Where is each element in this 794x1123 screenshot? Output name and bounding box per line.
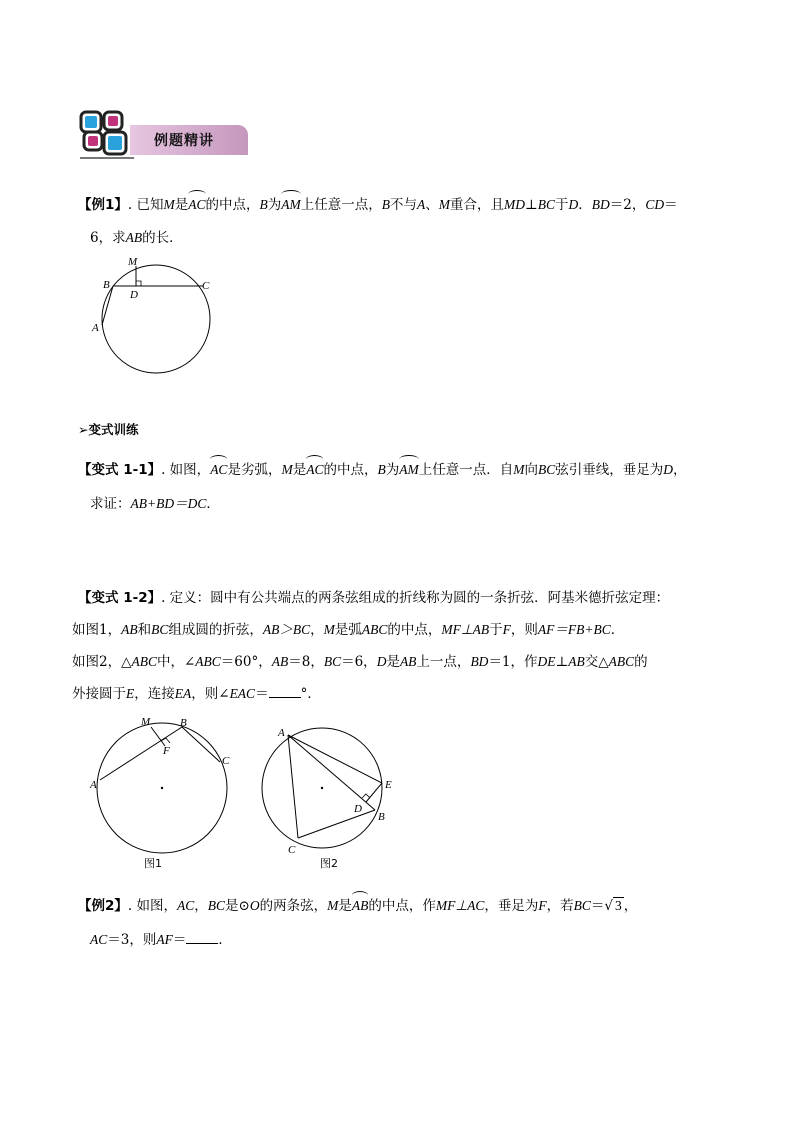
example1-line2: 6，求AB的长．	[90, 230, 183, 246]
fig2b-label-e: E	[385, 779, 392, 791]
fig1-label-m: M	[128, 256, 138, 268]
answer-blank-2[interactable]	[186, 931, 218, 944]
variant12-line1: 【变式 1-2】. 定义：圆中有公共端点的两条弦组成的折线称为圆的一条折弦．阿基米德折弦定理：	[78, 590, 670, 606]
fig2a-label-b: B	[180, 717, 187, 729]
fig2b-caption: 图2	[320, 857, 338, 870]
variant12-figure2	[258, 720, 408, 872]
answer-blank[interactable]	[269, 685, 301, 698]
variant12-line2: 如图1，AB和BC组成圆的折弦，AB＞BC，M是弧ABC的中点，MF⊥AB于F，则AF＝FB+BC．	[72, 622, 625, 638]
fig2a-label-c: C	[222, 755, 230, 767]
fig2a-label-f: F	[163, 745, 170, 757]
arc-ab: AB	[352, 893, 369, 916]
fig1-label-a: A	[92, 322, 99, 334]
example1-line1: 【例1】. 已知M是AC的中点，B为AM上任意一点，B不与A、M重合，且MD⊥BC于D．BD＝2，CD＝	[78, 192, 678, 215]
fig2b-label-d: D	[354, 803, 362, 815]
section-title: 例题精讲	[154, 133, 214, 149]
variant11-line2: 求证：AB+BD＝DC．	[90, 496, 220, 512]
fig2b-label-a: A	[278, 727, 285, 739]
variant12-line4: 外接圆于E，连接EA，则∠EAC＝ °．	[72, 686, 321, 702]
fig2a-label-m: M	[141, 716, 151, 728]
fig2a-label-a: A	[90, 779, 97, 791]
example2-line1: 【例2】. 如图，AC，BC是⊙O的两条弦，M是AB的中点，作MF⊥AC，垂足为F，若BC＝√ 3 ，	[78, 893, 637, 916]
arc-am: AM	[281, 192, 301, 215]
variant12-line3: 如图2，△ABC中，∠ABC＝60°，AB＝8，BC＝6，D是AB上一点，BD＝1，作DE⊥AB交△ABC的	[72, 654, 648, 670]
fig2a-caption: 图1	[144, 857, 162, 870]
section-header	[78, 108, 248, 162]
section-logo-icon	[78, 108, 134, 162]
arc-ac: AC	[188, 192, 205, 215]
variant12-figure1	[86, 710, 246, 872]
fig1-label-d: D	[130, 289, 138, 301]
fig1-label-c: C	[202, 280, 210, 292]
fig2b-label-c: C	[288, 844, 296, 856]
variant11-tag: 【变式 1-1】	[78, 462, 162, 478]
variant12-tag: 【变式 1-2】	[78, 590, 162, 606]
sqrt-three: √ 3	[604, 898, 622, 914]
fig1-label-b: B	[103, 279, 110, 291]
example1-tag: 【例1】	[78, 197, 128, 213]
fig2b-label-b: B	[378, 811, 385, 823]
example2-line2: AC＝3，则AF＝ ．	[90, 932, 232, 948]
example2-tag: 【例2】	[78, 898, 128, 914]
example1-figure	[88, 252, 218, 377]
variant-heading: ➢变式训练	[78, 422, 139, 437]
variant11-line1: 【变式 1-1】. 如图，AC是劣弧，M是AC的中点，B为AM上任意一点．自M向BC弦引垂线，垂足为D，	[78, 457, 686, 480]
